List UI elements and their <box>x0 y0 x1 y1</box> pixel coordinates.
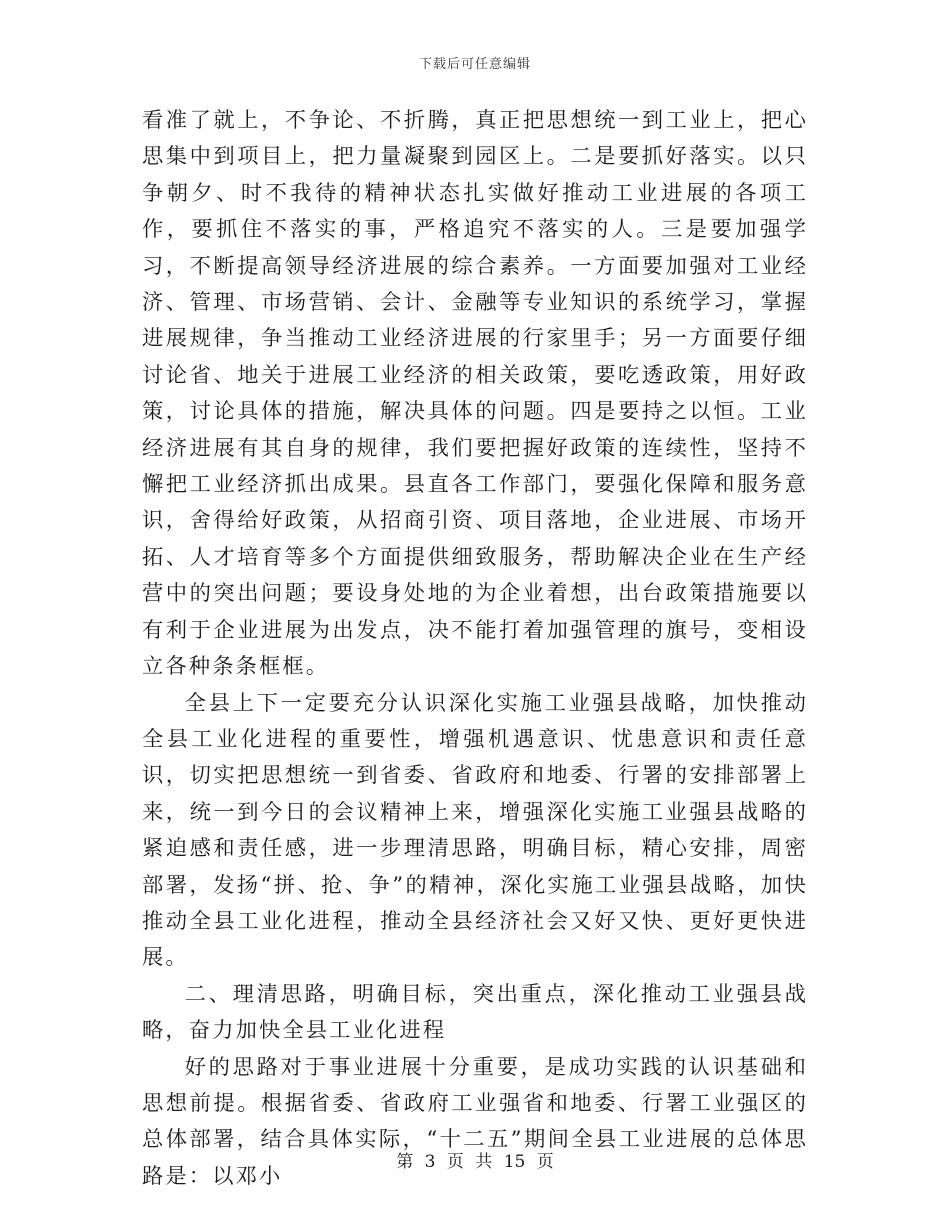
body-text <box>142 103 808 1195</box>
header-note: 下载后可任意编辑 <box>418 57 531 72</box>
section-heading: 二、理清思路，明确目标，突出重点，深化推动工业强县战略，奋力加快全县工业化进程 <box>142 981 808 1044</box>
page-number: 第 3 页 共 15 页 <box>396 1152 554 1172</box>
paragraph-continuation: 看准了就上，不争论、不折腾，真正把思想统一到工业上，把心思集中到项目上，把力量凝聚到园区上。二是要抓好落实。以只争朝夕、时不我待的精神状态扎实做好推动工业进展的各项工作，要抓住不落实的事，严格追究不落实的人。三是要加强学习，不断提高领导经济进展的综合素养。一方面要加强对工业经济、管理、市场营销、会计、金融等专业知识的系统学习，掌握进展规律，争当推动工业经济进展的行家里手；另一方面要仔细讨论省、地关于进展工业经济的相关政策，要吃透政策，用好政策，讨论具体的措施，解决具体的问题。四是要持之以恒。工业经济进展有其自身的规律，我们要把握好政策的连续性，坚持不懈把工业经济抓出成果。县直各工作部门，要强化保障和服务意识，舍得给好政策，从招商引资、项目落地，企业进展、市场开拓、人才培育等多个方面提供细致服务，帮助解决企业在生产经营中的突出问题；要设身处地的为企业着想，出台政策措施要以有利于企业进展为出发点，决不能打着加强管理的旗号，变相设立各种条条框框。 <box>142 108 808 680</box>
paragraph-development-thinking: 好的思路对于事业进展十分重要，是成功实践的认识基础和思想前提。根据省委、省政府工业强省和地委、行署工业强区的总体部署，结合具体实际，“十二五”期间全县工业进展的总体思路是：以邓小 <box>142 1054 808 1189</box>
paragraph-county-strategy: 全县上下一定要充分认识深化实施工业强县战略，加快推动全县工业化进程的重要性，增强机遇意识、忧患意识和责任意识，切实把思想统一到省委、省政府和地委、行署的安排部署上来，统一到今日的会议精神上来，增强深化实施工业强县战略的紧迫感和责任感，进一步理清思路，明确目标，精心安排，周密部署，发扬“拼、抢、争”的精神，深化实施工业强县战略，加快推动全县工业化进程，推动全县经济社会又好又快、更好更快进展。 <box>142 690 808 971</box>
